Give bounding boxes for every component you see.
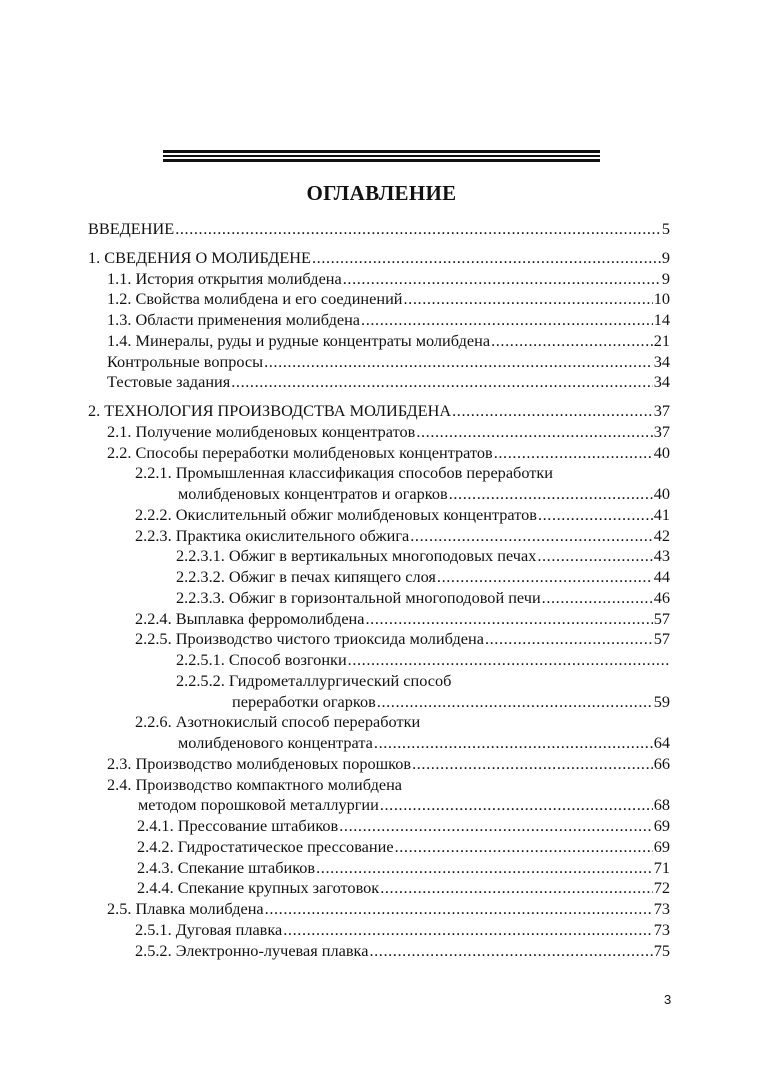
toc-entry-page: 9 xyxy=(661,247,670,267)
toc-entry[interactable] xyxy=(176,649,670,670)
toc-entry-page: 37 xyxy=(653,421,670,441)
dot-leader xyxy=(542,587,653,608)
toc-entry[interactable] xyxy=(135,711,670,732)
toc-entry[interactable] xyxy=(107,442,670,463)
toc-entry-title: Тестовые задания xyxy=(107,372,231,392)
toc-entry-title: 2.4.1. Прессование штабиков xyxy=(137,816,339,835)
toc-entry[interactable] xyxy=(107,330,670,351)
toc-entry-title: ВВЕДЕНИЕ xyxy=(88,219,175,238)
toc-entry[interactable] xyxy=(138,794,670,815)
dot-leader xyxy=(264,351,653,372)
toc-entry[interactable] xyxy=(107,309,670,330)
toc-entry[interactable] xyxy=(135,919,670,940)
dot-leader xyxy=(343,268,661,289)
toc-entry-title: 2.5.1. Дуговая плавка xyxy=(135,919,283,939)
toc-entry-title: 2.2.5.1. Способ возгонки xyxy=(176,650,347,669)
header-rule xyxy=(163,155,600,157)
toc-entry[interactable] xyxy=(107,288,670,309)
toc-entry-page: 73 xyxy=(653,899,670,918)
page-number: 3 xyxy=(664,992,672,1007)
toc-entry[interactable] xyxy=(88,218,670,239)
toc-entry-title: 2.4. Производство компактного молибдена xyxy=(107,774,403,794)
toc-entry-page: 9 xyxy=(661,268,670,288)
toc-entry[interactable] xyxy=(107,898,670,919)
dot-leader xyxy=(339,815,652,836)
dot-leader xyxy=(494,442,653,463)
toc-entry[interactable] xyxy=(176,566,670,587)
toc-entry-page: 73 xyxy=(653,919,670,939)
toc-entry-title: 2.4.4. Спекание крупных заготовок xyxy=(137,878,380,898)
toc-entry-title: 2.2.5. Производство чистого триоксида молибдена xyxy=(135,629,484,649)
toc-entry[interactable] xyxy=(137,815,670,836)
toc-entry-title: Контрольные вопросы xyxy=(107,351,264,371)
dot-leader xyxy=(437,566,653,587)
toc-entry[interactable] xyxy=(232,691,670,712)
dot-leader xyxy=(374,732,653,753)
toc-entry-title: 2. ТЕХНОЛОГИЯ ПРОИЗВОДСТВА МОЛИБДЕНА xyxy=(88,401,452,420)
toc-entry[interactable] xyxy=(135,525,670,546)
toc-entry-title: 2.2.1. Промышленная классификация способов переработки xyxy=(135,463,553,483)
dot-leader xyxy=(312,247,661,268)
toc-entry-page: 5 xyxy=(661,219,670,238)
toc-entry-page: 21 xyxy=(653,330,670,350)
toc-entry-title: 1.1. История открытия молибдена xyxy=(107,268,342,288)
dot-leader xyxy=(348,649,669,670)
toc-entry[interactable] xyxy=(135,504,670,525)
toc-entry-title: молибденовых концентратов и огарков xyxy=(178,484,448,503)
toc-entry[interactable] xyxy=(137,857,670,878)
toc-entry-page: 57 xyxy=(653,608,670,628)
dot-leader xyxy=(175,218,661,239)
toc-entry-page: 69 xyxy=(653,836,670,856)
dot-leader xyxy=(449,483,653,504)
dot-leader xyxy=(369,940,652,961)
toc-entry-page: 69 xyxy=(653,816,670,835)
toc-entry[interactable] xyxy=(107,421,670,442)
toc-entry-title: 2.3. Производство молибденовых порошков xyxy=(107,753,412,773)
page-title: ОГЛАВЛЕНИЕ xyxy=(306,181,457,205)
toc-entry[interactable] xyxy=(88,400,670,421)
toc-entry-title: 2.2.4. Выплавка ферромолибдена xyxy=(135,608,365,628)
toc-entry-title: 2.2.2. Окислительный обжиг молибденовых концентратов xyxy=(135,504,537,524)
toc-entry-page: 59 xyxy=(653,691,670,711)
toc-entry-title: 2.5.2. Электронно-лучевая плавка xyxy=(135,940,369,960)
dot-leader xyxy=(361,309,653,330)
toc-entry[interactable] xyxy=(135,608,670,629)
toc-entry[interactable] xyxy=(135,628,670,649)
dot-leader xyxy=(416,421,652,442)
toc-entry[interactable] xyxy=(107,774,670,795)
toc-entry[interactable] xyxy=(107,268,670,289)
toc-entry-title: 2.2.3. Практика окислительного обжига xyxy=(135,525,410,545)
dot-leader xyxy=(395,836,653,857)
dot-leader xyxy=(377,691,653,712)
toc-entry[interactable] xyxy=(135,462,670,483)
dot-leader xyxy=(231,371,652,392)
toc-entry-title: 1.3. Области применения молибдена xyxy=(107,310,361,329)
toc-entry-title: 2.2.5.2. Гидрометаллургический способ xyxy=(176,670,452,690)
toc-entry[interactable] xyxy=(176,670,670,691)
toc-entry-title: 2.2.3.3. Обжиг в горизонтальной многоподовой печи xyxy=(176,587,541,607)
toc-entry[interactable] xyxy=(107,371,670,392)
toc-entry-page: 75 xyxy=(653,940,670,960)
toc-entry-title: 1.4. Минералы, руды и рудные концентраты молибдена xyxy=(107,330,491,350)
toc-entry-title: 2.2.3.1. Обжиг в вертикальных многоподовых печах xyxy=(176,546,537,566)
toc-entry[interactable] xyxy=(88,247,670,268)
toc-entry-page: 37 xyxy=(653,401,670,420)
toc-entry-page: 46 xyxy=(653,587,670,607)
dot-leader xyxy=(538,504,653,525)
toc-entry-title: 2.4.2. Гидростатическое прессование xyxy=(137,836,394,856)
toc-entry-page: 10 xyxy=(653,289,670,309)
toc-entry-page: 40 xyxy=(653,442,670,462)
toc-entry-page: 72 xyxy=(653,878,670,898)
toc-entry-title: 2.2.6. Азотнокислый способ переработки xyxy=(135,712,421,732)
toc-entry-page: 71 xyxy=(653,857,670,877)
toc-entry-page: 68 xyxy=(653,795,670,815)
dot-leader xyxy=(265,898,653,919)
toc-entry-page: 57 xyxy=(653,629,670,649)
toc-entry[interactable] xyxy=(137,877,670,898)
toc-entry[interactable] xyxy=(176,587,670,608)
toc-entry-title: методом порошковой металлургии xyxy=(138,795,379,815)
toc-entry-title: 2.2. Способы переработки молибденовых концентратов xyxy=(107,442,493,462)
toc-entry-title: молибденового концентрата xyxy=(178,733,373,752)
toc-entry-title: переработки огарков xyxy=(232,691,376,711)
toc-entry[interactable] xyxy=(137,836,670,857)
toc-entry-title: 2.5. Плавка молибдена xyxy=(107,899,264,918)
dot-leader xyxy=(283,919,652,940)
toc-entry-page: 43 xyxy=(653,546,670,566)
toc-entry-title: 1.2. Свойства молибдена и его соединений xyxy=(107,289,403,309)
toc-entry-title: 2.2.3.2. Обжиг в печах кипящего слоя xyxy=(176,567,436,586)
dot-leader xyxy=(491,330,653,351)
toc-entry-page: 64 xyxy=(653,733,670,752)
toc-entry-page: 40 xyxy=(653,484,670,503)
toc-entry-page: 34 xyxy=(653,351,670,371)
dot-leader xyxy=(410,525,652,546)
dot-leader xyxy=(366,608,653,629)
toc-entry-page: 34 xyxy=(653,372,670,392)
header-rule xyxy=(163,150,600,153)
dot-leader xyxy=(316,857,653,878)
dot-leader xyxy=(412,753,653,774)
toc-entry-page: 14 xyxy=(653,310,670,329)
dot-leader xyxy=(404,288,653,309)
toc-entry[interactable] xyxy=(176,545,670,566)
toc-entry[interactable] xyxy=(178,483,670,504)
toc-entry-title: 2.4.3. Спекание штабиков xyxy=(137,857,316,877)
toc-entry[interactable] xyxy=(107,351,670,372)
dot-leader xyxy=(537,545,652,566)
toc-entry-page: 66 xyxy=(653,753,670,773)
dot-leader xyxy=(452,400,653,421)
toc-entry[interactable] xyxy=(178,732,670,753)
dot-leader xyxy=(380,877,653,898)
dot-leader xyxy=(485,628,653,649)
toc-entry[interactable] xyxy=(135,940,670,961)
toc-entry-page: 42 xyxy=(653,525,670,545)
toc-entry-title: 2.1. Получение молибденовых концентратов xyxy=(107,421,416,441)
toc-entry-page: 41 xyxy=(653,504,670,524)
toc-entry-page: 44 xyxy=(653,567,670,586)
toc-entry-title: 1. СВЕДЕНИЯ О МОЛИБДЕНЕ xyxy=(88,247,311,267)
header-rule xyxy=(163,159,600,162)
toc-entry[interactable] xyxy=(107,753,670,774)
dot-leader xyxy=(380,794,653,815)
